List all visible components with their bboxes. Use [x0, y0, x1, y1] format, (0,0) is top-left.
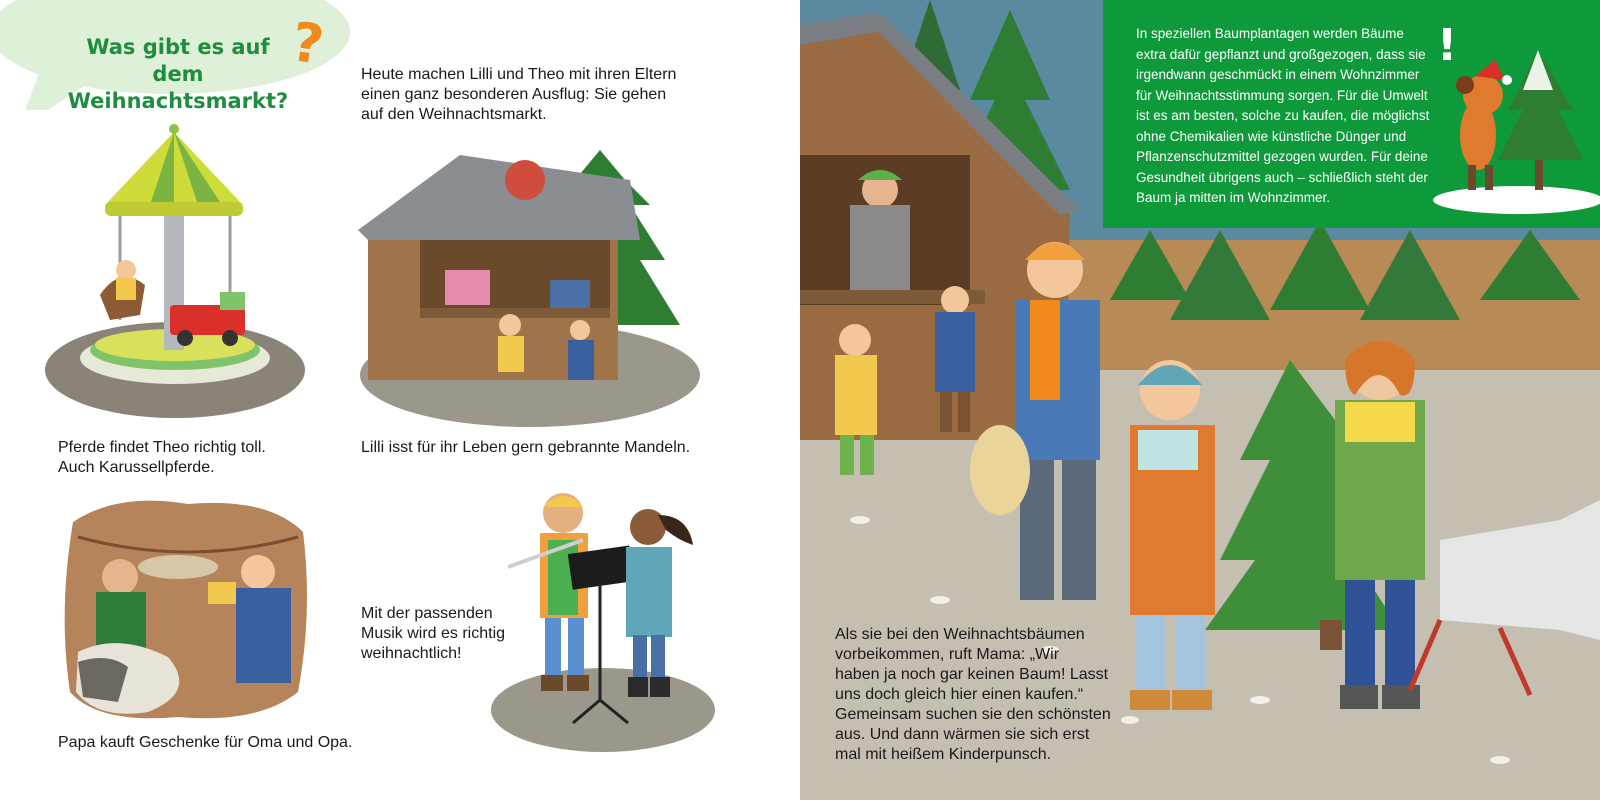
- title-line-1: Was gibt es auf dem: [86, 35, 270, 86]
- carousel-illustration: [40, 120, 310, 425]
- question-mark-icon: ?: [287, 10, 328, 77]
- info-box: [1103, 0, 1600, 228]
- almond-stall-illustration: [350, 150, 700, 430]
- caption-music: Mit der passenden Musik wird es richtig weihnachtlich!: [361, 605, 506, 662]
- caption-carousel: Pferde findet Theo richtig toll. Auch Karussellpferde.: [58, 439, 266, 476]
- intro-text: Heute machen Lilli und Theo mit ihren Eltern einen ganz besonderen Ausflug: Sie gehen auf den Weihnachtsmarkt.: [361, 66, 677, 123]
- right-page: [800, 0, 1600, 800]
- mouse-character-icon: [1423, 40, 1600, 215]
- caption-gifts: Papa kauft Geschenke für Oma und Opa.: [58, 734, 353, 751]
- page-title: [58, 34, 298, 115]
- gift-stall-illustration: [58, 492, 313, 724]
- exclamation-icon: !: [1437, 20, 1458, 71]
- story-text: Als sie bei den Weihnachtsbäumen vorbeikommen, ruft Mama: „Wir haben ja noch gar keinen Baum! Lasst uns doch gleich hier einen kaufen.“ Gemeinsam suchen sie den schönsten aus. Und dann wärmen sie sich erst mal mit heißem Kinderpunsch.: [835, 626, 1111, 763]
- caption-almonds: Lilli isst für ihr Leben gern gebrannte Mandeln.: [361, 439, 691, 456]
- info-text: In speziellen Baumplantagen werden Bäume extra dafür gepflanzt und großgezogen, dass sie irgendwann geschmückt in einem Wohnzimmer für Weihnachtsstimmung sorgen. Für die Umwelt ist es am besten, solche zu kaufen, die möglichst ohne Chemikalien wie künstliche Dünger und Pflanzenschutzmittel gezogen wurden. Für deine Gesundheit übrigens auch – schließlich steht der Baum ja mitten im Wohnzimmer.: [1136, 26, 1430, 205]
- musicians-illustration: [488, 485, 718, 757]
- title-line-2: Weihnachtsmarkt?: [67, 89, 289, 113]
